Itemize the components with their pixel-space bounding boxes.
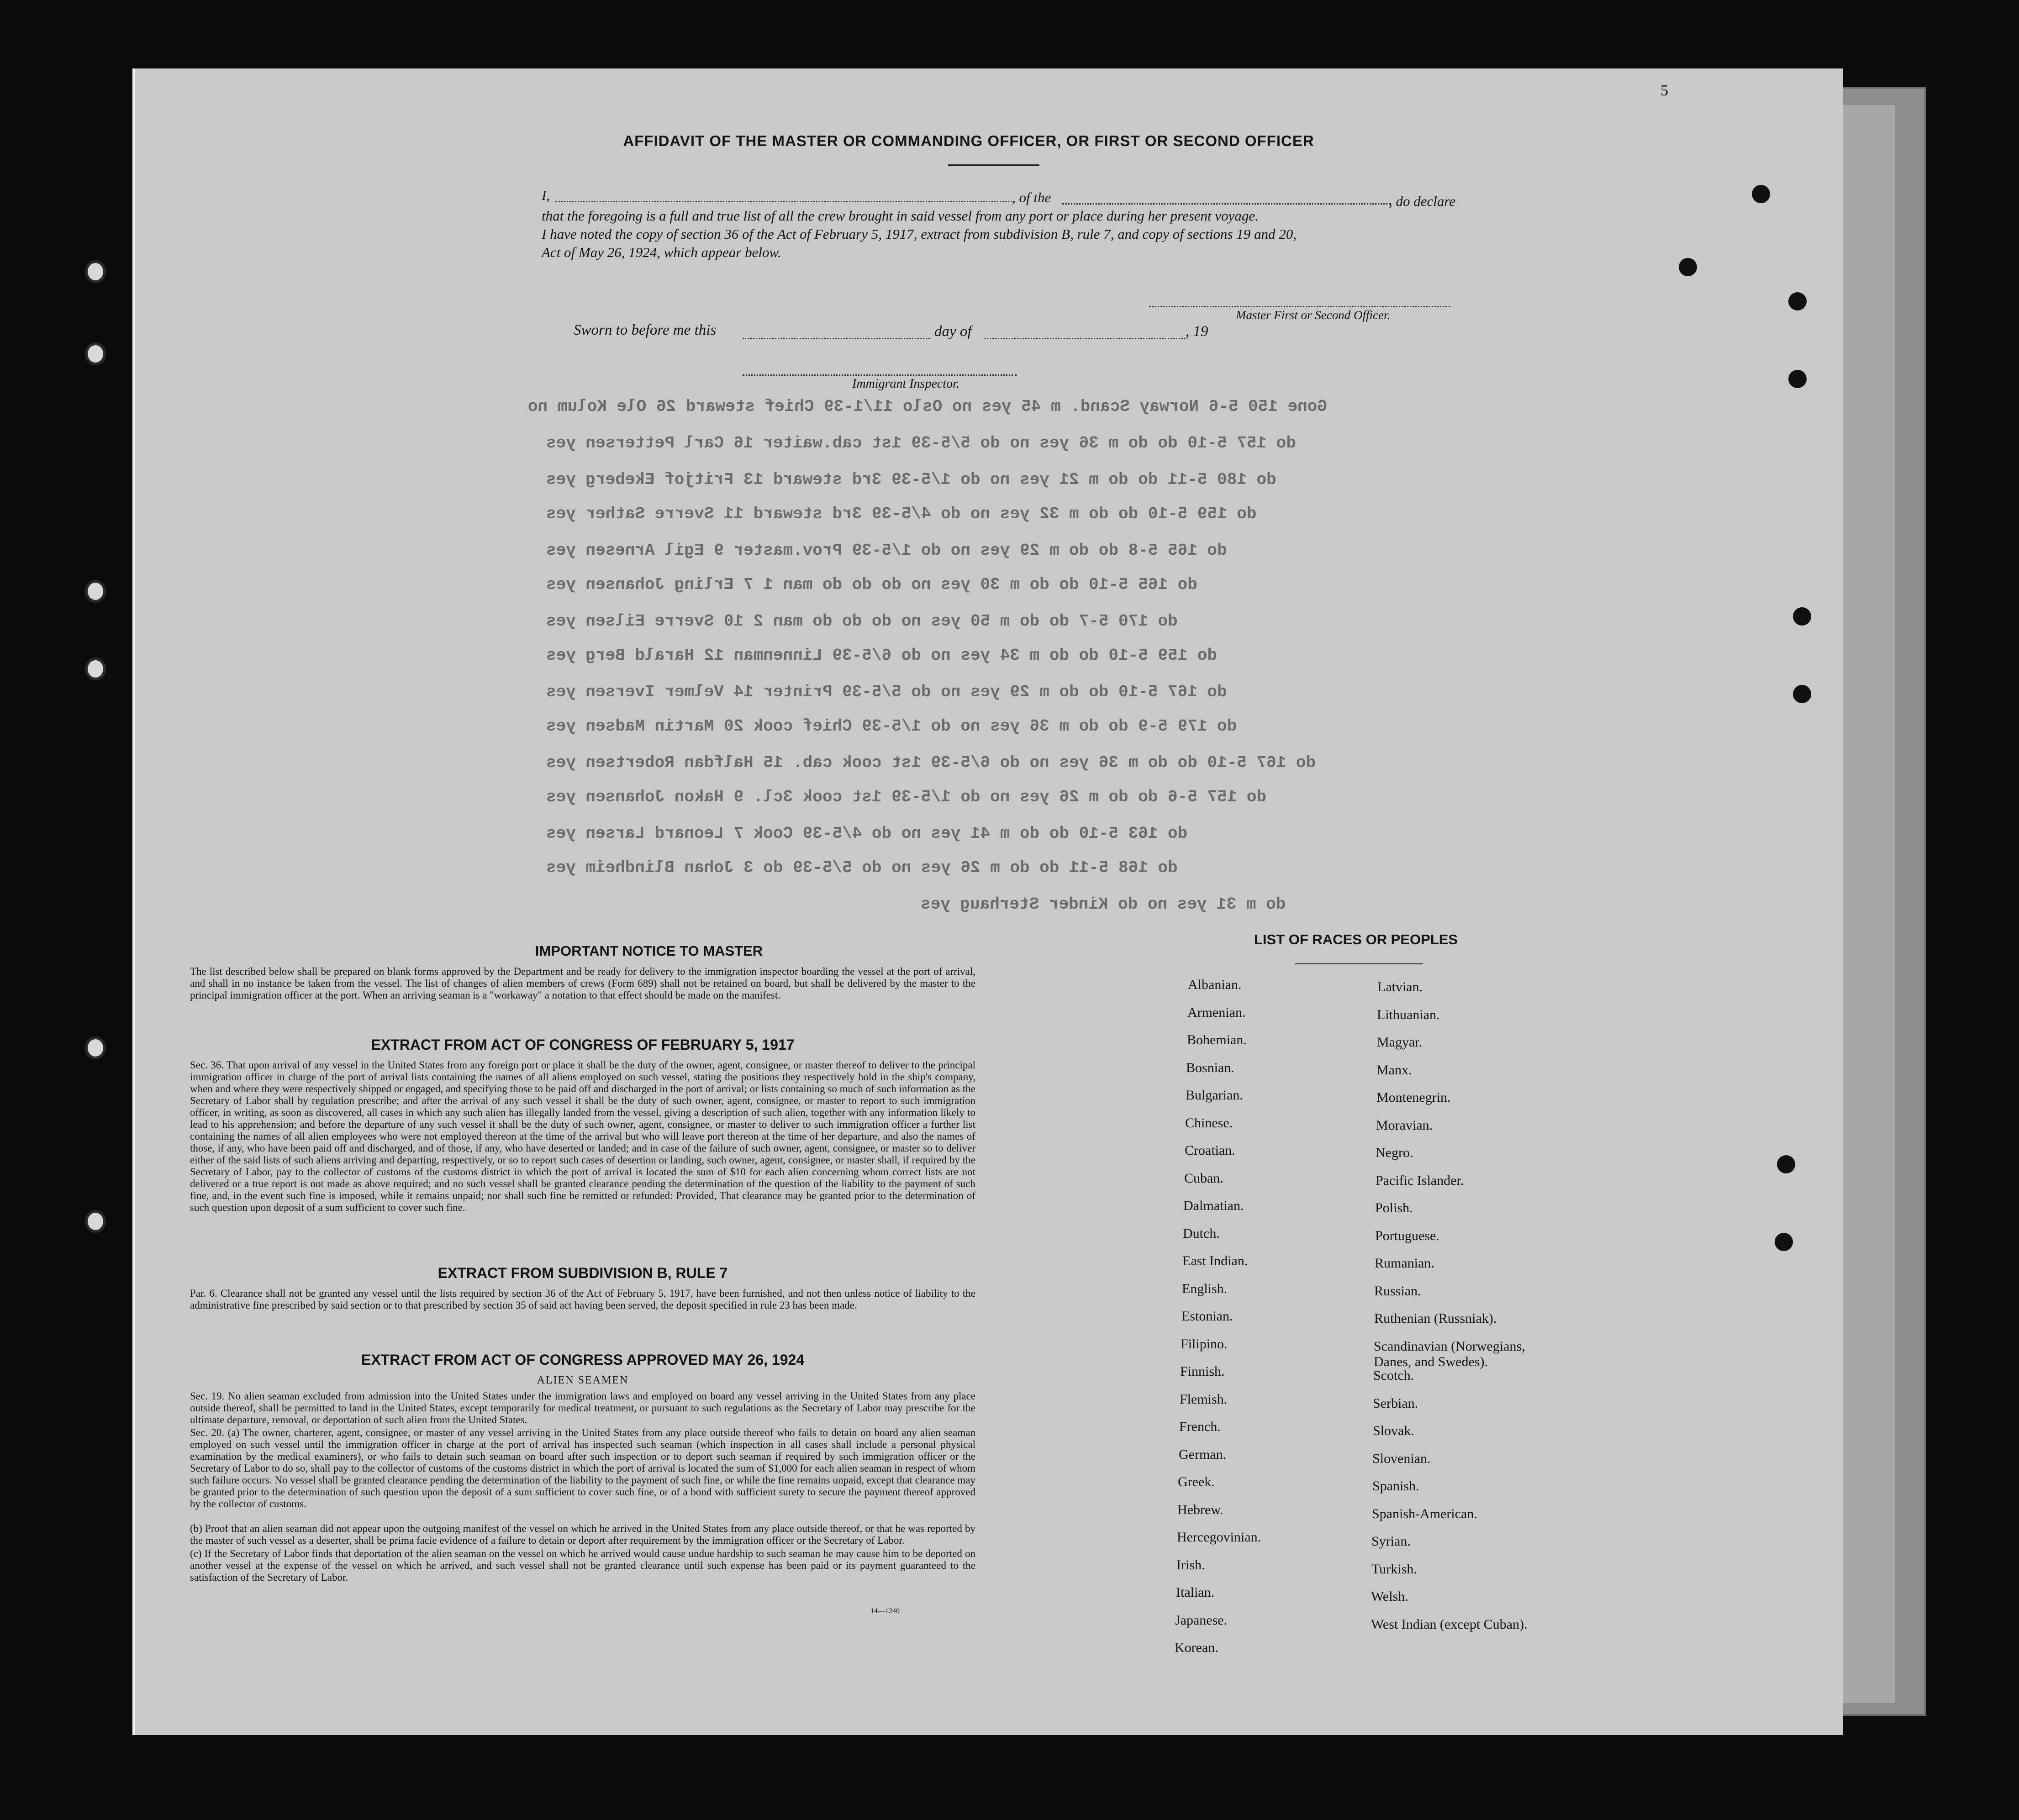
notice-body: The list described below shall be prepared on blank forms approved by the Department and be ready for delivery to the immigration inspector boarding the vessel at the port of arrival, and shall in no instance be taken from the vessel. The list of changes of alien members of crews (Form 689) shall not be retained on board, but shall be delivered by the master to the principal immigration officer at the port. When an arriving seaman is a "workaway" a notation to that effect should be made on the manifest. — [190, 966, 975, 1001]
race-item: French. — [1179, 1419, 1221, 1434]
affidavit-line-3: I have noted the copy of section 36 of the Act of February 5, 1917, extract from subdivision B, rule 7, and copy of sections 19 and 20, — [542, 226, 1297, 242]
race-item: Danes, and Swedes). — [1374, 1354, 1488, 1369]
race-item: English. — [1182, 1281, 1228, 1296]
bleed-through-text: do 159 5-10 do do m 32 yes no do 4/5-39 3rd steward 11 Sverre Sather yes — [546, 505, 1257, 523]
race-item: East Indian. — [1182, 1253, 1248, 1268]
binder-hole — [1788, 370, 1807, 388]
race-item: West Indian (except Cuban). — [1371, 1616, 1528, 1632]
race-item: Portuguese. — [1375, 1228, 1439, 1243]
master-signature-label: Master First or Second Officer. — [1236, 308, 1391, 322]
extract-1917-body: Sec. 36. That upon arrival of any vessel in the United States from any foreign port or place it shall be the duty of the owner, agent, consignee, or master thereof to deliver to the principal immigration officer in charge of the port of arrival lists containing the names of all aliens employed on such vessel, stating the positions they respectively hold in the ship's company, when and where they were respectively shipped or engaged, and specifying those to be paid off and discharged in the port of arrival; or lists containing so much of such information as the Secretary of Labor shall by regulation prescribe; and after the arrival of any such vessel it shall be the duty of such owner, agent, consignee, or master to report to such immigration officer, in writing, as soon as discovered, all cases in which any such alien has illegally landed from the vessel, giving a description of such alien, together with any information likely to lead to his apprehension; and before the departure of any such vessel it shall be the duty of such owner, agent, consignee, or master to deliver to such immigration officer a further list containing the names of all alien employees who were not employed thereon at the time of the arrival but who will leave port thereon at the time of her departure, and also the names of those, if any, who have been paid off and discharged, and of those, if any, who have deserted or landed; and in case of the failure of such owner, agent, consignee, or master so to deliver either of the said lists of such aliens arriving and departing, respectively, or so to report such cases of desertion or landing, such owner, agent, consignee, or master shall, if required by the Secretary of Labor, pay to the collector of customs of the customs district in which the port of arrival is located the sum of $10 for each alien concerning whom correct lists are not delivered or a true report is not made as above required; and no such vessel shall be granted clearance pending the determination of the question of the liability to the payment of such fine, and, in the event such fine is imposed, while it remains unpaid; nor shall such fine be remitted or refunded: Provided, That clearance may be granted prior to the determination of such question upon deposit of a sum sufficient to cover such fine. — [190, 1059, 975, 1213]
bleed-through-text: do 180 5-11 do do m 21 yes no do 1/5-39 3rd steward 13 Fritjof Ekeberg yes — [546, 470, 1276, 489]
races-title: LIST OF RACES OR PEOPLES — [1254, 931, 1458, 947]
bleed-through-text: do 170 5-7 do do m 50 yes no do do do man 2 10 Sverre Eilsen yes — [546, 612, 1178, 631]
race-item: Cuban. — [1184, 1170, 1223, 1186]
race-item: Dalmatian. — [1183, 1198, 1244, 1213]
race-item: Scandinavian (Norwegians, — [1374, 1338, 1525, 1354]
race-item: Syrian. — [1371, 1534, 1411, 1549]
ring-mark — [85, 342, 106, 365]
race-item: Pacific Islander. — [1376, 1173, 1464, 1188]
year-label: , 19 — [1186, 323, 1208, 340]
day-of-label: day of — [934, 323, 972, 340]
sec-19-text: Sec. 19. No alien seaman excluded from admission into the United States under the immigration laws and employed on board any vessel arriving in the United States from any place outside thereof, shall be permitted to land in the United States, except temporarily for medical treatment, or pursuant to such regulations as the Secretary of Labor may prescribe for the ultimate departure, removal, or deportation of such alien from the United States. — [190, 1390, 975, 1425]
race-item: Estonian. — [1181, 1309, 1233, 1324]
races-rule — [1295, 963, 1423, 964]
race-item: German. — [1179, 1447, 1227, 1462]
race-item: Flemish. — [1180, 1391, 1228, 1407]
bleed-through-text: do 157 5-6 do do m 26 yes no do 1/5-39 1st cook 3cl. 9 Hakon Johansen yes — [546, 788, 1267, 806]
inspector-label: Immigrant Inspector. — [852, 377, 959, 391]
sworn-day-line[interactable] — [743, 338, 930, 339]
name-line[interactable] — [555, 201, 1012, 202]
bleed-through-text: do 168 5-11 do do m 26 yes no do 5/5-39 do 3 Johan Blindheim yes — [546, 858, 1178, 877]
bleed-through-text: do 167 5-10 do do m 36 yes no do 6/5-39 1st cook cab. 15 Halfdan Robertsen yes — [546, 753, 1316, 772]
of-the-label: , of the — [1012, 189, 1051, 205]
race-item: Scotch. — [1373, 1368, 1414, 1383]
race-item: Ruthenian (Russniak). — [1374, 1311, 1497, 1326]
race-item: Albanian. — [1188, 977, 1242, 992]
race-item: Croatian. — [1185, 1143, 1235, 1158]
race-item: Hebrew. — [1177, 1502, 1223, 1517]
race-item: Hercegovinian. — [1177, 1530, 1261, 1545]
page-number: 5 — [1661, 82, 1668, 99]
master-signature-line[interactable] — [1149, 306, 1450, 307]
extract-1917-title: EXTRACT FROM ACT OF CONGRESS OF FEBRUARY 5, 1917 — [371, 1036, 795, 1053]
affidavit-title: AFFIDAVIT OF THE MASTER OR COMMANDING OFFICER, OR FIRST OR SECOND OFFICER — [623, 132, 1314, 149]
race-item: Montenegrin. — [1376, 1090, 1451, 1105]
sworn-label: Sworn to before me this — [574, 322, 717, 338]
race-item: Rumanian. — [1375, 1256, 1434, 1271]
ring-mark — [85, 580, 106, 603]
race-item: Korean. — [1175, 1640, 1218, 1655]
race-item: Spanish-American. — [1372, 1506, 1477, 1521]
race-item: Armenian. — [1187, 1005, 1246, 1020]
bleed-through-text: do 179 5-9 do do m 36 yes no do 1/5-39 Chief cook 20 Martin Madsen yes — [546, 717, 1237, 736]
race-item: Moravian. — [1376, 1117, 1433, 1133]
bleed-through-text: do 167 5-10 do do m 29 yes no do 5/5-39 Printer 14 Velmer Iversen yes — [546, 683, 1227, 701]
race-item: Filipino. — [1181, 1336, 1228, 1352]
race-item: Polish. — [1375, 1200, 1413, 1215]
title-rule — [948, 164, 1039, 166]
form-number: 14—1240 — [870, 1607, 900, 1615]
race-item: Magyar. — [1377, 1035, 1423, 1050]
affidavit-line-4: Act of May 26, 1924, which appear below. — [542, 244, 781, 260]
race-item: Negro. — [1376, 1145, 1413, 1160]
affidavit-page — [132, 68, 1843, 1735]
race-item: Welsh. — [1371, 1589, 1408, 1604]
sec-20b-text: (b) Proof that an alien seaman did not appear upon the outgoing manifest of the vessel on which he arrived in the United States from any place outside thereof, or that he was reported by the master of such vessel as a deserter, shall be prima facie evidence of a failure to detain or deport after requirement by the immigration officer or the Secretary of Labor. — [190, 1523, 975, 1546]
ring-mark — [85, 1210, 106, 1233]
sec-20c-text: (c) If the Secretary of Labor finds that deportation of the alien seaman on the vessel on which he arrived would cause undue hardship to such seaman he may cause him to be deported on another vessel at the expense of the vessel on which he arrived, and such vessel shall not be granted clearance until such expense has been paid or its payment guaranteed to the satisfaction of the Secretary of Labor. — [190, 1548, 975, 1583]
vessel-line[interactable] — [1062, 203, 1391, 205]
binder-hole — [1793, 607, 1811, 626]
bleed-through-text: do 165 5-10 do do m 30 yes no do do do man 1 7 Erling Johansen yes — [546, 575, 1197, 594]
race-item: Bosnian. — [1186, 1060, 1234, 1075]
extract-1924-title: EXTRACT FROM ACT OF CONGRESS APPROVED MAY 26, 1924 — [361, 1352, 805, 1368]
bleed-through-text: do 163 5-10 do do m 41 yes no do 4/5-39 Cook 7 Leonard Larsen yes — [546, 824, 1188, 843]
race-item: Slovenian. — [1372, 1451, 1431, 1466]
race-item: Spanish. — [1372, 1478, 1419, 1494]
sec-20a-text: Sec. 20. (a) The owner, charterer, agent, consignee, or master of any vessel arriving in the United States from any place outside thereof who fails to detain on board any alien seaman employed on such vessel until the immigration officer in charge at the port of arrival has inspected such seaman (which inspection in all cases shall include a personal physical examination by the medical examiners), or who fails to detain such seaman on board after such inspection or to deport such seaman if required by such immigration officer or the Secretary of Labor to do so, shall pay to the collector of customs of the customs district in which the port of arrival is located the sum of $1,000 for each alien seaman in respect of whom such failure occurs. No vessel shall be granted clearance pending the determination of the liability to the payment of such fine, or while the fine remains unpaid, except that clearance may be granted prior to the determination of such question upon the deposit of a sum sufficient to cover such fine, or of a bond with sufficient surety to secure the payment thereof approved by the collector of customs. — [190, 1427, 975, 1510]
binder-hole — [1679, 258, 1697, 276]
subdivision-b-title: EXTRACT FROM SUBDIVISION B, RULE 7 — [438, 1265, 728, 1281]
race-item: Irish. — [1176, 1557, 1205, 1573]
race-item: Finnish. — [1180, 1364, 1225, 1379]
binder-hole — [1775, 1233, 1793, 1251]
inspector-line[interactable] — [743, 374, 1017, 376]
bleed-through-text: do 165 5-8 do do m 29 yes no do 1/5-39 Prov.master 9 Egil Arnesen yes — [546, 541, 1227, 560]
binder-hole — [1777, 1155, 1795, 1173]
race-item: Greek. — [1178, 1474, 1215, 1489]
do-declare-label: , do declare — [1389, 193, 1456, 209]
race-item: Italian. — [1176, 1585, 1215, 1600]
ring-mark — [85, 260, 106, 283]
race-item: Turkish. — [1371, 1561, 1417, 1577]
race-item: Manx. — [1376, 1062, 1412, 1078]
bleed-through-text: do 157 5-10 do do m 36 yes no do 5/5-39 1st cab.waiter 16 Carl Pettersen yes — [546, 434, 1296, 452]
bleed-through-text: Gone 150 5-6 Norway Scand. m 45 yes no Oslo 11/1-39 Chief steward 26 Ole Kolum no — [528, 397, 1327, 416]
affidavit-line-2: that the foregoing is a full and true list of all the crew brought in said vessel from any port or place during her present voyage. — [542, 208, 1259, 224]
race-item: Chinese. — [1185, 1115, 1233, 1131]
race-item: Serbian. — [1373, 1395, 1418, 1411]
alien-seamen-subtitle: ALIEN SEAMEN — [537, 1374, 629, 1386]
race-item: Japanese. — [1175, 1612, 1228, 1628]
sworn-month-line[interactable] — [985, 338, 1186, 339]
binder-hole — [1788, 292, 1807, 310]
race-item: Slovak. — [1373, 1423, 1414, 1438]
race-item: Russian. — [1374, 1283, 1421, 1299]
ring-mark — [85, 1036, 106, 1059]
race-item: Latvian. — [1377, 979, 1423, 994]
i-label: I, — [542, 187, 550, 203]
binder-hole — [1793, 685, 1811, 703]
race-item: Lithuanian. — [1377, 1007, 1440, 1022]
bleed-through-text: do m 31 yes no do Kinder Sterhaug yes — [921, 895, 1286, 914]
binder-hole — [1752, 185, 1770, 203]
bleed-through-text: do 159 5-10 do do m 34 yes no do 6/5-39 Linnenman 12 Harald Berg yes — [546, 646, 1218, 665]
race-item: Bohemian. — [1187, 1032, 1247, 1047]
subdivision-b-body: Par. 6. Clearance shall not be granted any vessel until the lists required by section 36 of the Act of February 5, 1917, have been furnished, and not then unless notice of liability to the administrative fine prescribed by said section or to that prescribed by section 35 of said act having been served, the deposit specified in rule 23 has been made. — [190, 1288, 975, 1311]
race-item: Bulgarian. — [1186, 1088, 1243, 1103]
notice-title: IMPORTANT NOTICE TO MASTER — [535, 943, 763, 959]
ring-mark — [85, 658, 106, 680]
race-item: Dutch. — [1183, 1226, 1220, 1241]
